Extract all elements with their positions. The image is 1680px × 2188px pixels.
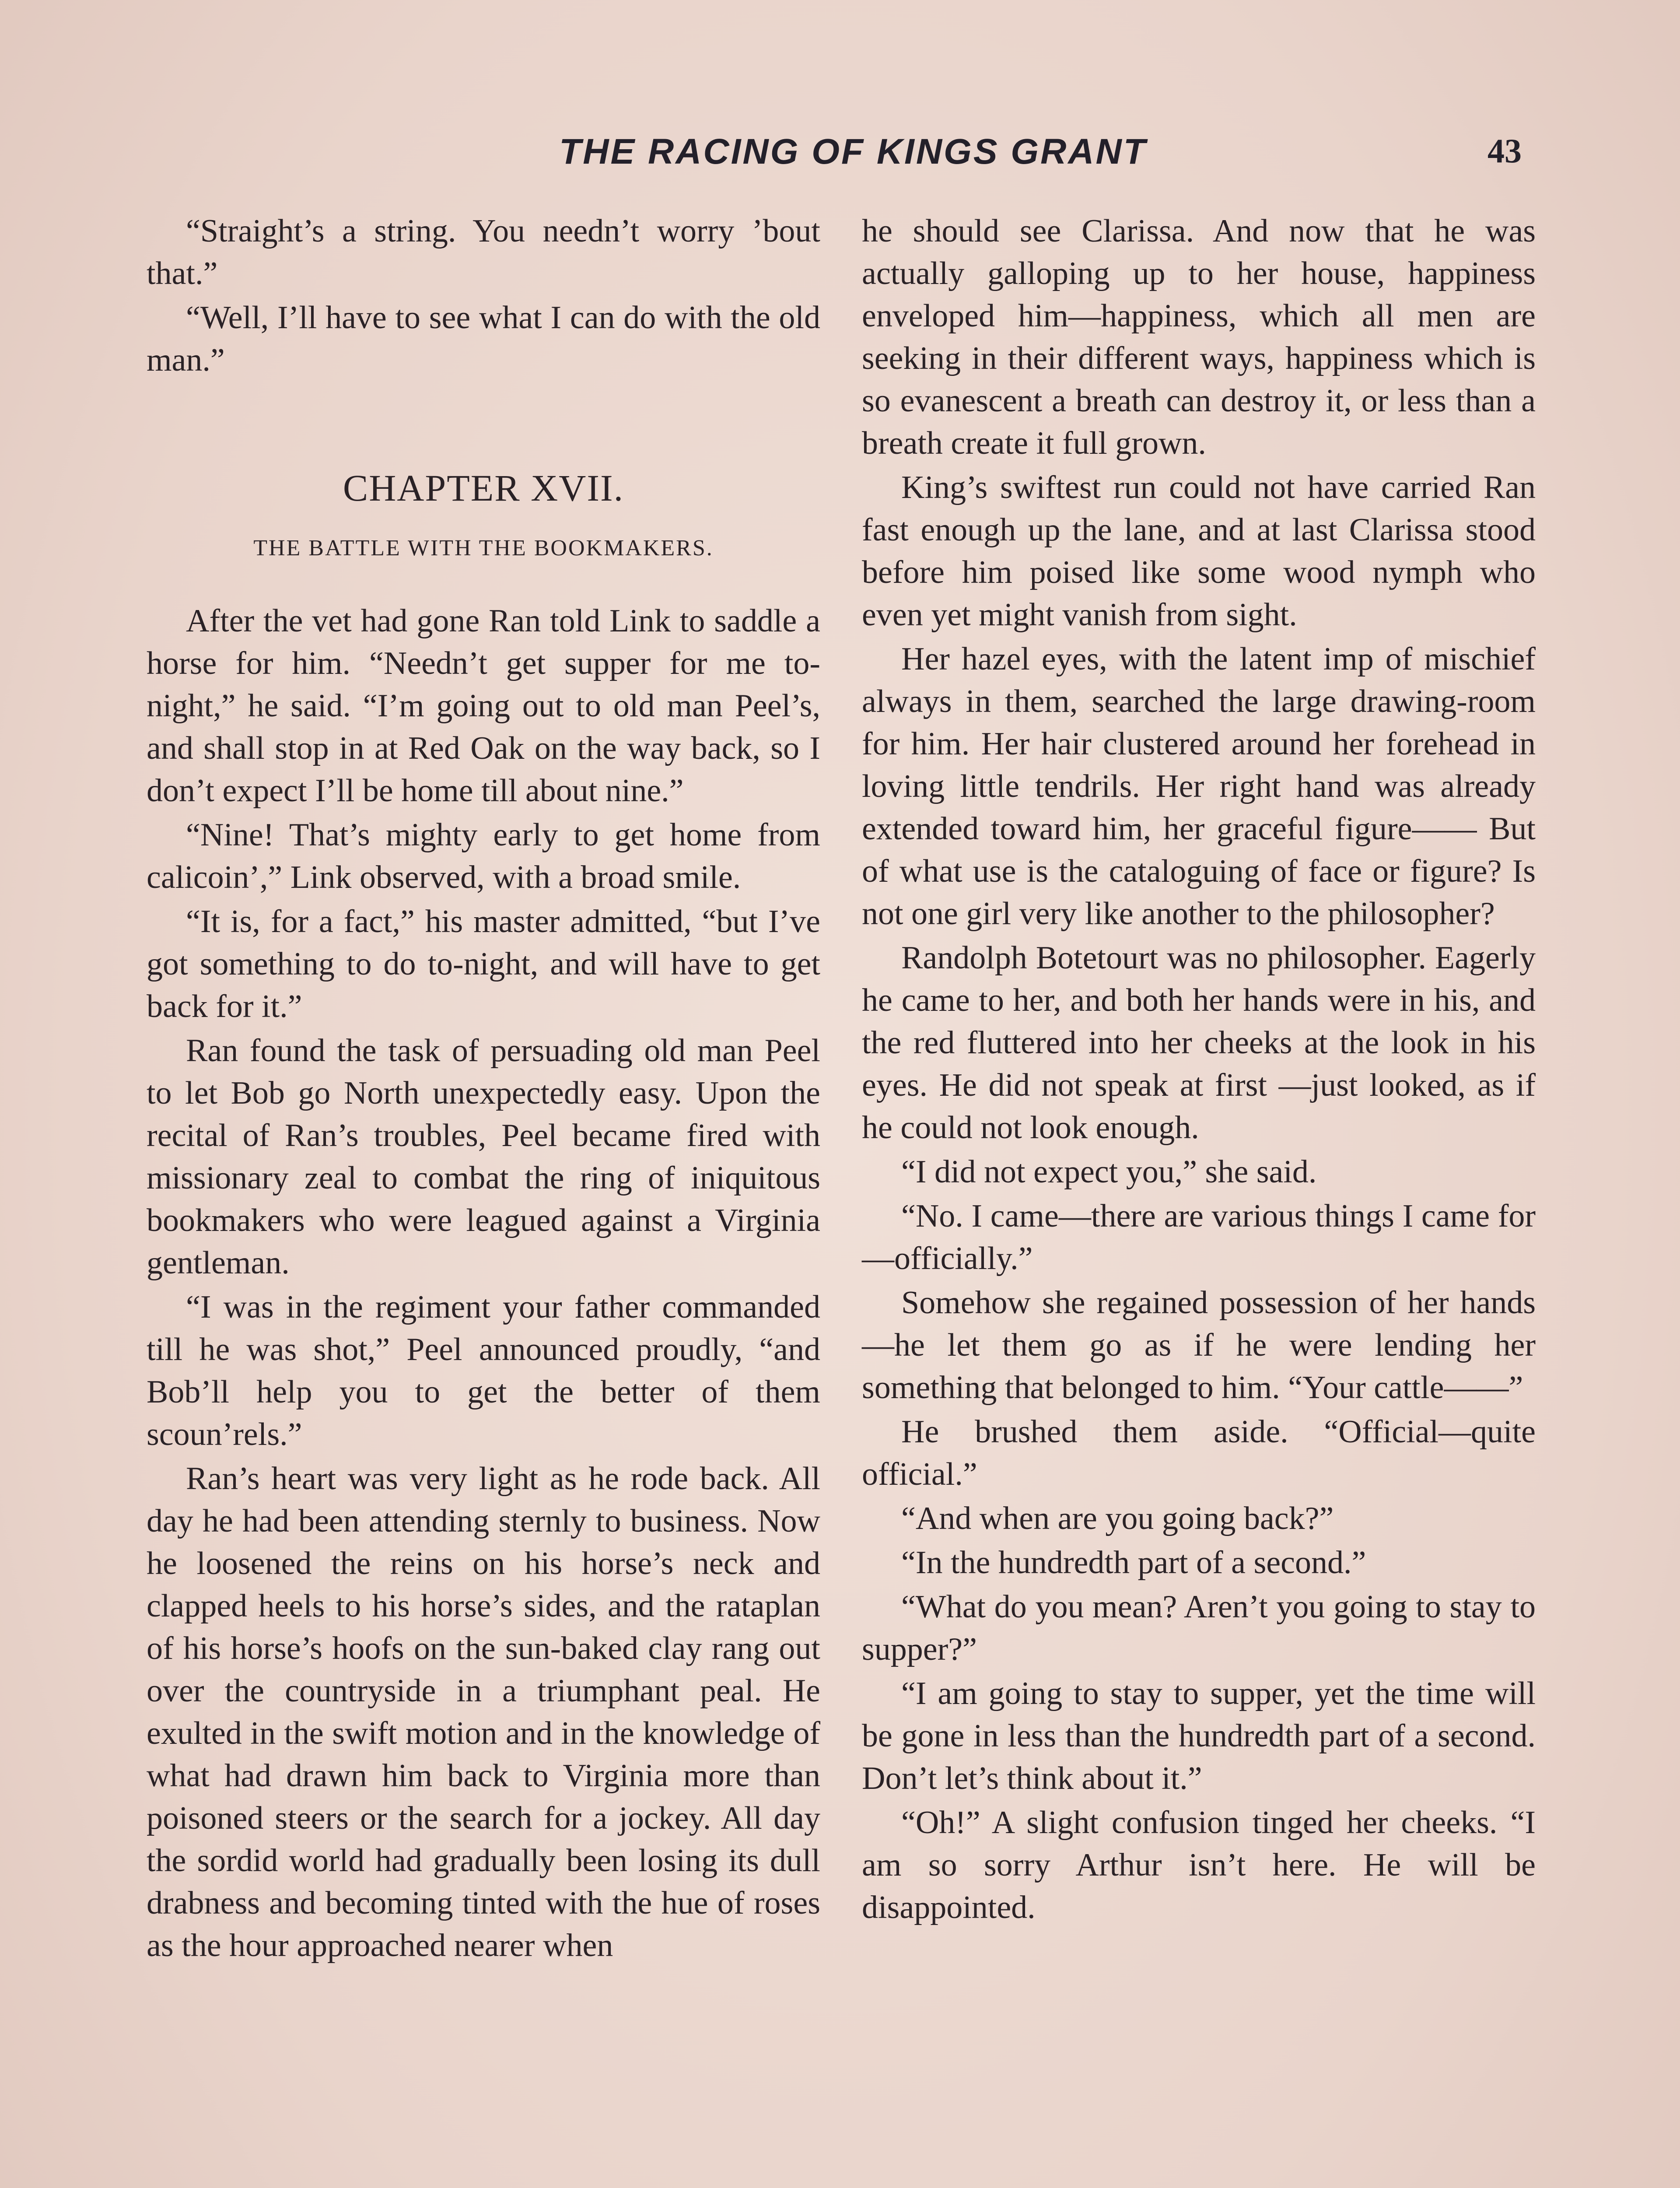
page-number: 43: [1488, 132, 1522, 170]
paragraph: “Straight’s a string. You needn’t worry ’bout that.”: [147, 213, 820, 291]
paragraph: “And when are you going back?”: [901, 1501, 1334, 1536]
paragraph: “I did not expect you,” she said.: [901, 1154, 1317, 1190]
paragraph: He brushed them aside. “Official—quite official.”: [862, 1414, 1536, 1492]
paragraph: Her hazel eyes, with the latent imp of mischief always in them, searched the large drawing-room for him. Her hair clustered around her forehead in loving little tendrils. Her right hand was already extended toward him, her graceful figure—— But of what use is the cataloguing of face or figure? Is not one girl very like another to the philosopher?: [862, 641, 1536, 932]
chapter-title: CHAPTER XVII.: [343, 467, 624, 509]
paragraph: “What do you mean? Aren’t you going to stay to supper?”: [862, 1589, 1536, 1667]
chapter-subtitle: THE BATTLE WITH THE BOOKMAKERS.: [253, 536, 714, 561]
paragraph: Ran found the task of persuading old man Peel to let Bob go North unexpectedly easy. Upon the recital of Ran’s troubles, Peel became fired with missionary zeal to combat the ring of iniquitous bookmakers who were leagued against a Virginia gentleman.: [147, 1033, 820, 1281]
right-column: [862, 210, 1536, 1931]
paragraph: “Well, I’ll have to see what I can do with the old man.”: [147, 300, 820, 378]
paragraph: Ran’s heart was very light as he rode back. All day he had been attending sternly to business. Now he loosened the reins on his horse’s neck and clapped heels to his horse’s sides, and the rataplan of his horse’s hoofs on the sun-baked clay rang out over the countryside in a triumphant peal. He exulted in the swift motion and in the knowledge of what had drawn him back to Virginia more than poisoned steers or the search for a jockey. All day the sordid world had gradually been losing its dull drabness and becoming tinted with the hue of roses as the hour approached nearer when: [147, 1461, 820, 1964]
left-column: [147, 210, 820, 1969]
paragraph: “No. I came—there are various things I came for—officially.”: [862, 1198, 1536, 1276]
paragraph: “I am going to stay to supper, yet the time will be gone in less than the hundredth part of a second. Don’t let’s think about it.”: [862, 1676, 1536, 1796]
paragraph: “Oh!” A slight confusion tinged her cheeks. “I am so sorry Arthur isn’t here. He will be disappointed.: [862, 1805, 1536, 1925]
paragraph: “In the hundredth part of a second.”: [901, 1545, 1366, 1581]
paragraph: Somehow she regained possession of her hands—he let them go as if he were lending her something that belonged to him. “Your cattle——”: [862, 1285, 1536, 1406]
paragraph: “Nine! That’s mighty early to get home from calicoin’,” Link observed, with a broad smile.: [147, 817, 820, 895]
paragraph: he should see Clarissa. And now that he was actually galloping up to her house, happiness enveloped him—happiness, which all men are seeking in their different ways, happiness which is so evanescent a breath can destroy it, or less than a breath create it full grown.: [862, 213, 1536, 461]
paragraph: “I was in the regiment your father commanded till he was shot,” Peel announced proudly, “and Bob’ll help you to get the better of them scoun’rels.”: [147, 1289, 820, 1452]
running-head: THE RACING OF KINGS GRANT: [559, 132, 1147, 172]
paragraph: After the vet had gone Ran told Link to saddle a horse for him. “Needn’t get supper for me to-night,” he said. “I’m going out to old man Peel’s, and shall stop in at Red Oak on the way back, so I don’t expect I’ll be home till about nine.”: [147, 603, 820, 809]
paragraph: Randolph Botetourt was no philosopher. Eagerly he came to her, and both her hands were in his, and the red fluttered into her cheeks at the look in his eyes. He did not speak at first —just looked, as if he could not look enough.: [862, 940, 1536, 1146]
paragraph: “It is, for a fact,” his master admitted, “but I’ve got something to do to-night, and will have to get back for it.”: [147, 904, 820, 1024]
paragraph: King’s swiftest run could not have carried Ran fast enough up the lane, and at last Clarissa stood before him poised like some wood nymph who even yet might vanish from sight.: [862, 470, 1536, 633]
